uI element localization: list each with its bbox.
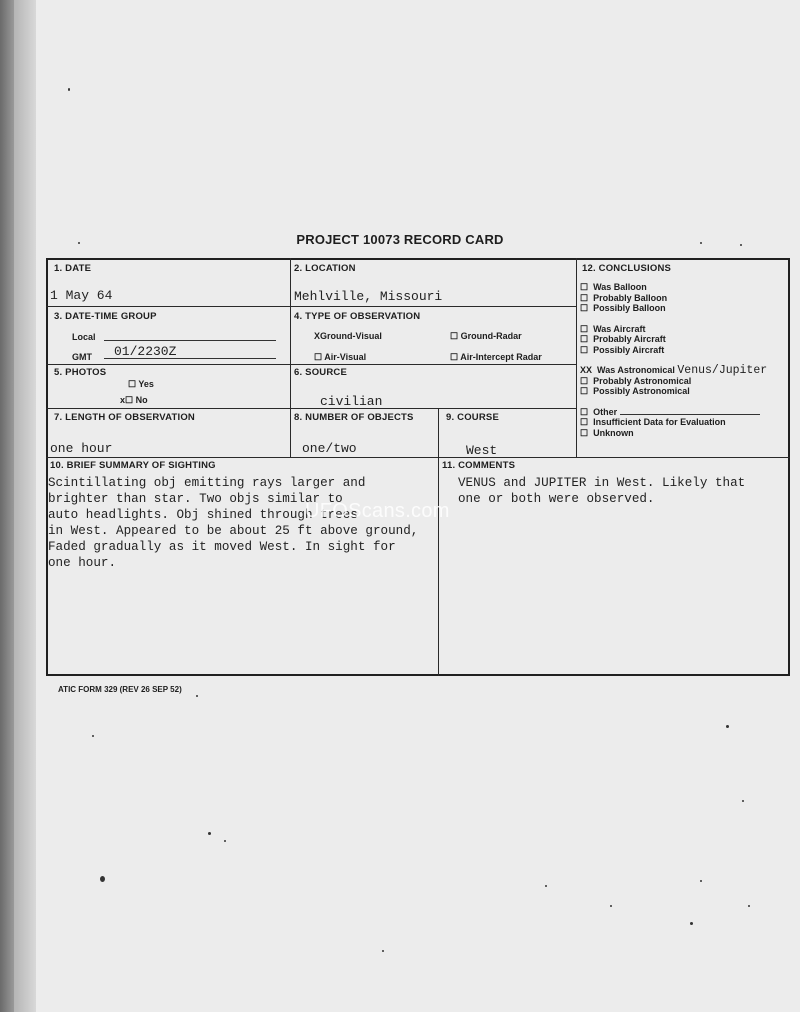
checkbox-mark: ☐ bbox=[580, 344, 589, 355]
observation-option-ground-radar bbox=[450, 331, 522, 342]
conclusion-text: Insufficient Data for Evaluation bbox=[593, 417, 726, 427]
conclusion-text: Was Astronomical bbox=[597, 365, 675, 375]
local-label: Local bbox=[72, 332, 96, 342]
divider bbox=[290, 258, 291, 458]
observation-option-ground-visual bbox=[314, 331, 382, 341]
length-of-observation-value: one hour bbox=[50, 441, 113, 456]
scan-speck bbox=[610, 905, 612, 907]
conclusion-item bbox=[580, 376, 767, 387]
conclusion-text: Probably Astronomical bbox=[593, 375, 692, 386]
source-label: 6. SOURCE bbox=[294, 367, 348, 378]
comments-line: VENUS and JUPITER in West. Likely that bbox=[458, 476, 746, 490]
observation-option-air-intercept-radar bbox=[450, 352, 542, 363]
scan-speck bbox=[700, 880, 702, 882]
summary-line: Scintillating obj emitting rays larger and bbox=[48, 476, 366, 490]
observation-mark: X bbox=[314, 331, 321, 341]
conclusion-item bbox=[580, 324, 767, 335]
length-of-observation-label: 7. LENGTH OF OBSERVATION bbox=[54, 412, 195, 423]
astronomical-note: Venus/Jupiter bbox=[677, 364, 768, 377]
scan-speck bbox=[224, 840, 226, 842]
conclusions-list bbox=[580, 282, 767, 438]
conclusion-text: Was Balloon bbox=[593, 282, 647, 292]
checkbox-mark: ☐ bbox=[580, 406, 589, 417]
divider bbox=[46, 408, 576, 409]
conclusion-item bbox=[580, 303, 767, 314]
date-value: 1 May 64 bbox=[50, 288, 113, 303]
summary-line: auto headlights. Obj shined through trees bbox=[48, 508, 358, 522]
date-time-group-label: 3. DATE-TIME GROUP bbox=[54, 311, 157, 322]
comments-line: one or both were observed. bbox=[458, 492, 655, 506]
location-label: 2. LOCATION bbox=[294, 263, 356, 274]
observation-text: Air-Visual bbox=[324, 352, 367, 362]
spacer bbox=[580, 314, 767, 324]
conclusion-item bbox=[580, 293, 767, 304]
other-underline bbox=[620, 414, 760, 415]
conclusion-item bbox=[580, 345, 767, 356]
scan-speck bbox=[726, 725, 729, 728]
conclusion-item bbox=[580, 334, 767, 345]
number-of-objects-label: 8. NUMBER OF OBJECTS bbox=[294, 412, 414, 423]
course-label: 9. COURSE bbox=[446, 412, 500, 423]
conclusion-text: Possibly Aircraft bbox=[593, 344, 665, 355]
photos-yes bbox=[128, 379, 154, 390]
conclusion-item bbox=[580, 282, 767, 293]
gmt-label: GMT bbox=[72, 352, 92, 362]
summary-label: 10. BRIEF SUMMARY OF SIGHTING bbox=[50, 460, 216, 471]
conclusion-text: Probably Aircraft bbox=[593, 334, 666, 344]
divider bbox=[46, 364, 576, 365]
scan-speck bbox=[78, 242, 80, 244]
checkbox-mark: XX bbox=[580, 365, 593, 375]
summary-line: brighter than star. Two objs similar to bbox=[48, 492, 343, 506]
photos-no-text: No bbox=[135, 395, 148, 405]
observation-mark: ☐ bbox=[450, 352, 459, 362]
scan-speck bbox=[748, 905, 750, 907]
divider bbox=[46, 306, 576, 307]
photos-label: 5. PHOTOS bbox=[54, 367, 107, 378]
scan-edge-fade bbox=[14, 0, 36, 1012]
conclusion-text: Other bbox=[593, 406, 618, 417]
observation-text: Air-Intercept Radar bbox=[460, 352, 542, 362]
checkbox-mark: ☐ bbox=[580, 323, 589, 334]
summary-line: one hour. bbox=[48, 556, 117, 570]
gmt-value: 01/2230Z bbox=[114, 344, 177, 359]
watermark: UFOScans.com bbox=[305, 500, 450, 522]
scan-speck bbox=[92, 735, 94, 737]
checkbox-mark: ☐ bbox=[580, 375, 589, 386]
summary-line: Faded gradually as it moved West. In sight for bbox=[48, 540, 396, 554]
divider bbox=[438, 408, 439, 676]
conclusion-text: Was Aircraft bbox=[593, 323, 646, 334]
conclusion-item-other bbox=[580, 407, 767, 418]
source-value: civilian bbox=[320, 394, 383, 409]
comments-label: 11. COMMENTS bbox=[442, 460, 516, 471]
checkbox-mark: ☐ bbox=[580, 386, 589, 396]
scan-speck bbox=[545, 885, 547, 887]
scan-speck bbox=[700, 242, 702, 244]
conclusion-item bbox=[580, 428, 767, 439]
scan-speck bbox=[382, 950, 384, 952]
checkbox-mark: ☐ bbox=[580, 427, 589, 438]
scan-speck bbox=[196, 695, 198, 697]
observation-text: Ground-Radar bbox=[460, 331, 522, 341]
checkbox-mark: ☐ bbox=[580, 282, 589, 292]
observation-mark: ☐ bbox=[450, 331, 459, 341]
photos-no-mark: x☐ bbox=[120, 395, 134, 405]
scan-edge-shadow bbox=[0, 0, 14, 1012]
observation-mark: ☐ bbox=[314, 352, 323, 362]
date-label: 1. DATE bbox=[54, 263, 92, 274]
conclusion-text: Possibly Balloon bbox=[593, 303, 666, 313]
location-value: Mehlville, Missouri bbox=[294, 289, 443, 304]
course-value: West bbox=[466, 443, 498, 458]
comments-text bbox=[458, 475, 745, 507]
conclusion-text: Probably Balloon bbox=[593, 292, 668, 303]
checkbox-mark: ☐ bbox=[580, 303, 589, 313]
divider bbox=[46, 457, 790, 458]
form-footer: ATIC FORM 329 (REV 26 SEP 52) bbox=[58, 685, 182, 694]
gmt-underline bbox=[104, 358, 276, 359]
scan-speck bbox=[100, 876, 105, 882]
conclusion-text: Unknown bbox=[593, 427, 634, 438]
spacer bbox=[580, 397, 767, 407]
photos-yes-mark: ☐ bbox=[128, 379, 137, 389]
summary-text bbox=[48, 475, 418, 571]
photos-no bbox=[120, 395, 148, 406]
conclusion-text: Possibly Astronomical bbox=[593, 386, 690, 396]
conclusions-label: 12. CONCLUSIONS bbox=[582, 263, 672, 274]
checkbox-mark: ☐ bbox=[580, 292, 589, 303]
checkbox-mark: ☐ bbox=[580, 334, 589, 344]
local-underline bbox=[104, 340, 276, 341]
scan-speck bbox=[68, 88, 70, 91]
observation-option-air-visual bbox=[314, 352, 366, 363]
number-of-objects-value: one/two bbox=[302, 441, 357, 456]
divider bbox=[576, 258, 577, 458]
scan-speck bbox=[690, 922, 693, 925]
checkbox-mark: ☐ bbox=[580, 417, 589, 427]
photos-yes-text: Yes bbox=[138, 379, 154, 389]
card-title: PROJECT 10073 RECORD CARD bbox=[296, 232, 504, 247]
scan-speck bbox=[742, 800, 744, 802]
summary-line: in West. Appeared to be about 25 ft above ground, bbox=[48, 524, 419, 538]
scan-speck bbox=[740, 244, 742, 246]
scan-speck bbox=[208, 832, 211, 835]
conclusion-item-astronomical bbox=[580, 365, 767, 376]
conclusion-item bbox=[580, 386, 767, 397]
observation-text: Ground-Visual bbox=[320, 331, 382, 341]
type-of-observation-label: 4. TYPE OF OBSERVATION bbox=[294, 311, 421, 322]
conclusion-item bbox=[580, 417, 767, 428]
